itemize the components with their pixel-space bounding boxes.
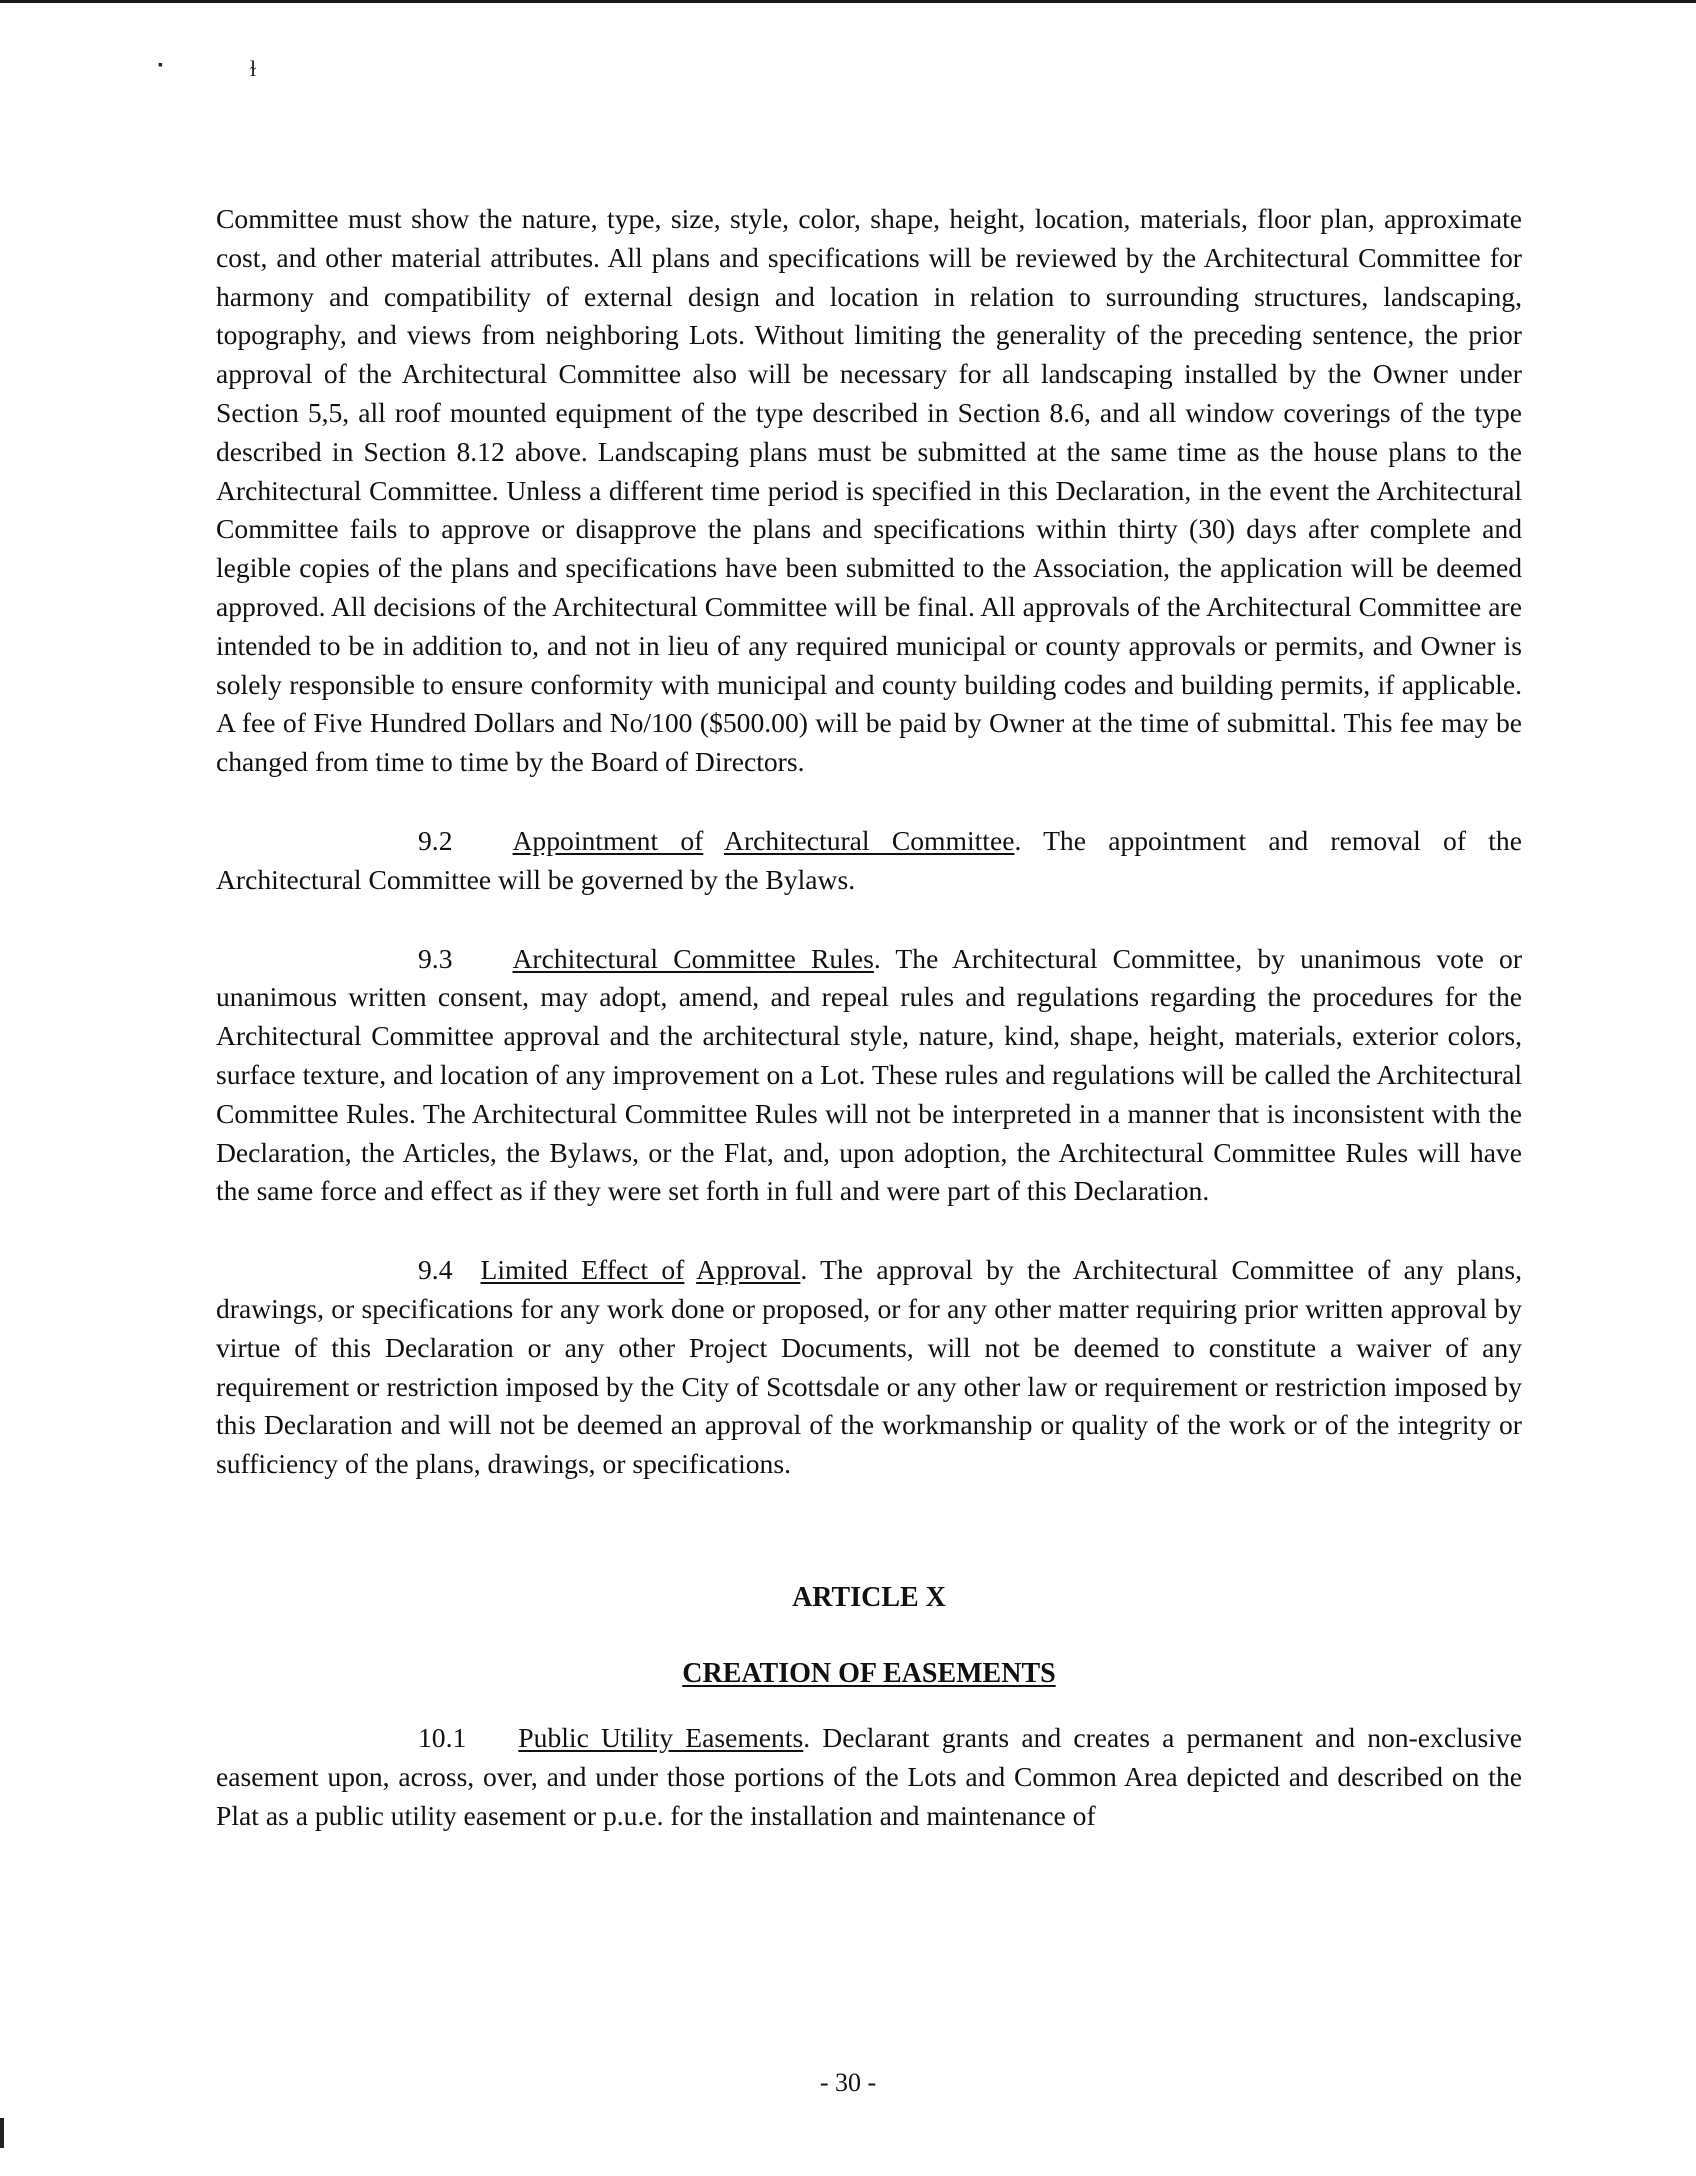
section-heading: Appointment of: [512, 824, 704, 856]
scan-speck-mark: ɫ: [250, 56, 257, 81]
page-number: - 30 -: [819, 2068, 877, 2097]
section-heading: Public Utility Easements: [518, 1721, 804, 1753]
paragraph-9-1-continuation: Committee must show the nature, type, size, style, color, shape, height, location, materials, floor plan, approximate cost, and other material attributes. All plans and specifications will be reviewed by the Architectural Committee for harmony and compatibility of external design and location in relation to surrounding structures, landscaping, topography, and views from neighboring Lots. Without limiting the generality of the preceding sentence, the prior approval of the Architectural Committee also will be necessary for all landscaping installed by the Owner under Section 5,5, all roof mounted equipment of the type described in Section 8.6, and all window coverings of the type described in Section 8.12 above. Landscaping plans must be submitted at the same time as the house plans to the Architectural Committee. Unless a different time period is specified in this Declaration, in the event the Architectural Committee fails to approve or disapprove the plans and specifications within thirty (30) days after complete and legible copies of the plans and specifications have been submitted to the Association, the application will be deemed approved. All decisions of the Architectural Committee will be final. All approvals of the Architectural Committee are intended to be in addition to, and not in lieu of any required municipal or county approvals or permits, and Owner is solely responsible to ensure conformity with municipal and county building codes and building permits, if applicable. A fee of Five Hundred Dollars and No/100 ($500.00) will be paid by Owner at the time of submittal. This fee may be changed from time to time by the Board of Directors.: [216, 203, 1522, 778]
section-number: 9.4: [418, 1254, 453, 1286]
section-body: The appointment and removal of the Architectural Committee will be governed by the Bylaws.: [216, 824, 1522, 895]
section-number: 9.2: [418, 824, 453, 856]
section-9-2: 9.2 Appointment of Architectural Committee. The appointment and removal of the Architectural Committee will be governed by the Bylaws.: [216, 824, 1522, 895]
section-10-1: 10.1 Public Utility Easements. Declarant grants and creates a permanent and non-exclusive easement upon, across, over, and under those portions of the Lots and Common Area depicted and described on the Plat as a public utility easement or p.u.e. for the installation and maintenance of: [216, 1721, 1522, 1831]
section-number: 10.1: [418, 1721, 467, 1753]
section-9-4: 9.4 Limited Effect of Approval. The approval by the Architectural Committee of any plans, drawings, or specifications for any work done or proposed, or for any other matter requiring prior written approval by virtue of this Declaration or any other Project Documents, will not be deemed to constitute a waiver of any requirement or restriction imposed by the City of Scottsdale or any other law or requirement or restriction imposed by this Declaration and will not be deemed an approval of the workmanship or quality of the work or of the integrity or sufficiency of the plans, drawings, or specifications.: [216, 1254, 1522, 1480]
scan-speck-mark: ▪: [158, 58, 163, 73]
article-title: CREATION OF EASEMENTS: [682, 1657, 1056, 1689]
section-heading: Architectural Committee: [724, 824, 1015, 856]
article-number: ARTICLE X: [792, 1581, 946, 1613]
scan-left-edge-mark: [0, 2118, 4, 2148]
scan-top-border: [0, 0, 1696, 3]
section-heading: Architectural Committee Rules: [512, 942, 874, 974]
section-heading: Limited Effect of: [480, 1254, 685, 1286]
section-body: The approval by the Architectural Committee of any plans, drawings, or specifications for any work done or proposed, or for any other matter requiring prior written approval by virtue of this Declaration or any other Project Documents, will not be deemed to constitute a waiver of any requirement or restriction imposed by the City of Scottsdale or any other law or requirement or restriction imposed by this Declaration and will not be deemed an approval of the workmanship or quality of the work or of the integrity or sufficiency of the plans, drawings, or specifications.: [216, 1254, 1522, 1480]
section-body: Declarant grants and creates a permanent and non-exclusive easement upon, across, over, and under those portions of the Lots and Common Area depicted and described on the Plat as a public utility easement or p.u.e. for the installation and maintenance of: [216, 1721, 1522, 1831]
section-heading: Approval: [696, 1254, 801, 1286]
section-number: 9.3: [418, 942, 453, 974]
section-9-3: 9.3 Architectural Committee Rules. The Architectural Committee, by unanimous vote or unanimous written consent, may adopt, amend, and repeal rules and regulations regarding the procedures for the Architectural Committee approval and the architectural style, nature, kind, shape, height, materials, exterior colors, surface texture, and location of any improvement on a Lot. These rules and regulations will be called the Architectural Committee Rules. The Architectural Committee Rules will not be interpreted in a manner that is inconsistent with the Declaration, the Articles, the Bylaws, or the Flat, and, upon adoption, the Architectural Committee Rules will have the same force and effect as if they were set forth in full and were part of this Declaration.: [216, 942, 1523, 1207]
document-page: [216, 200, 1522, 1835]
section-body: The Architectural Committee, by unanimous vote or unanimous written consent, may adopt, amend, and repeal rules and regulations regarding the procedures for the Architectural Committee approval and the architectural style, nature, kind, shape, height, materials, exterior colors, surface texture, and location of any improvement on a Lot. These rules and regulations will be called the Architectural Committee Rules. The Architectural Committee Rules will not be interpreted in a manner that is inconsistent with the Declaration, the Articles, the Bylaws, or the Flat, and, upon adoption, the Architectural Committee Rules will have the same force and effect as if they were set forth in full and were part of this Declaration.: [216, 942, 1523, 1207]
